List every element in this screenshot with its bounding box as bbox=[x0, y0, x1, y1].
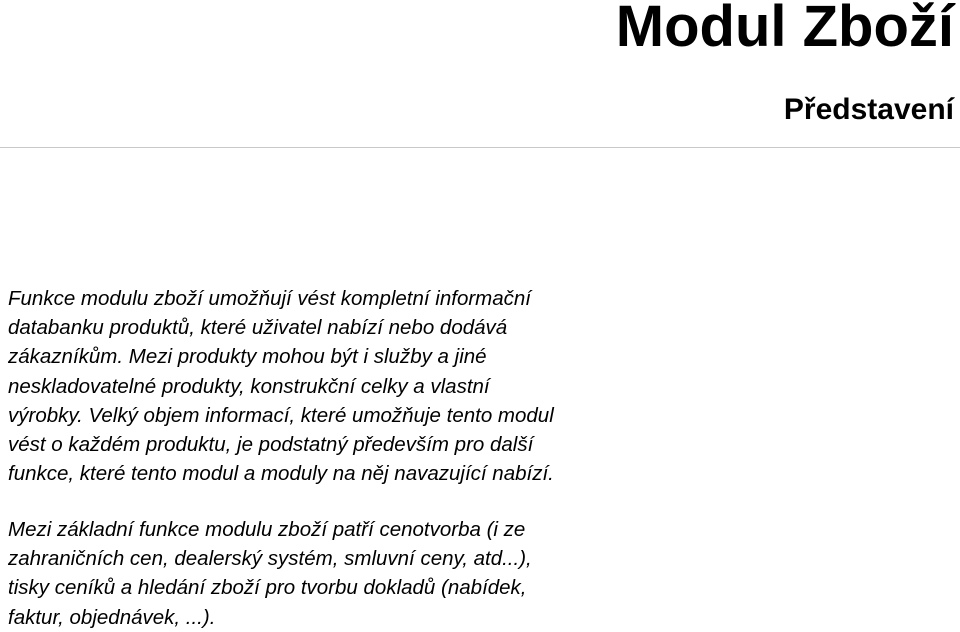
paragraph-functions bbox=[8, 515, 958, 632]
text-line: výrobky. Velký objem informací, které umožňuje tento modul bbox=[8, 403, 554, 427]
page-subtitle: Představení bbox=[783, 93, 954, 126]
text-line: databanku produktů, které uživatel nabízí nebo dodává bbox=[8, 316, 508, 340]
text-line: Funkce modulu zboží umožňují vést kompletní informační bbox=[8, 287, 531, 310]
text-line: funkce, které tento modul a moduly na něj navazující nabízí. bbox=[8, 462, 554, 486]
text-line: zahraničních cen, dealerský systém, smluvní ceny, atd...), bbox=[8, 547, 532, 571]
text-line: tisky ceníků a hledání zboží pro tvorbu dokladů (nabídek, bbox=[8, 576, 527, 600]
text-line: vést o každém produktu, je podstatný především pro další bbox=[8, 433, 534, 457]
text-line: faktur, objednávek, ...). bbox=[8, 605, 216, 629]
text-line: Mezi základní funkce modulu zboží patří cenotvorba (i ze bbox=[8, 518, 526, 541]
page-title: Modul Zboží bbox=[615, 0, 954, 59]
text-line: zákazníkům. Mezi produkty mohou být i služby a jiné bbox=[8, 345, 487, 369]
header-divider bbox=[0, 147, 960, 148]
paragraph-intro bbox=[8, 284, 958, 488]
text-line: neskladovatelné produkty, konstrukční celky a vlastní bbox=[8, 374, 490, 398]
